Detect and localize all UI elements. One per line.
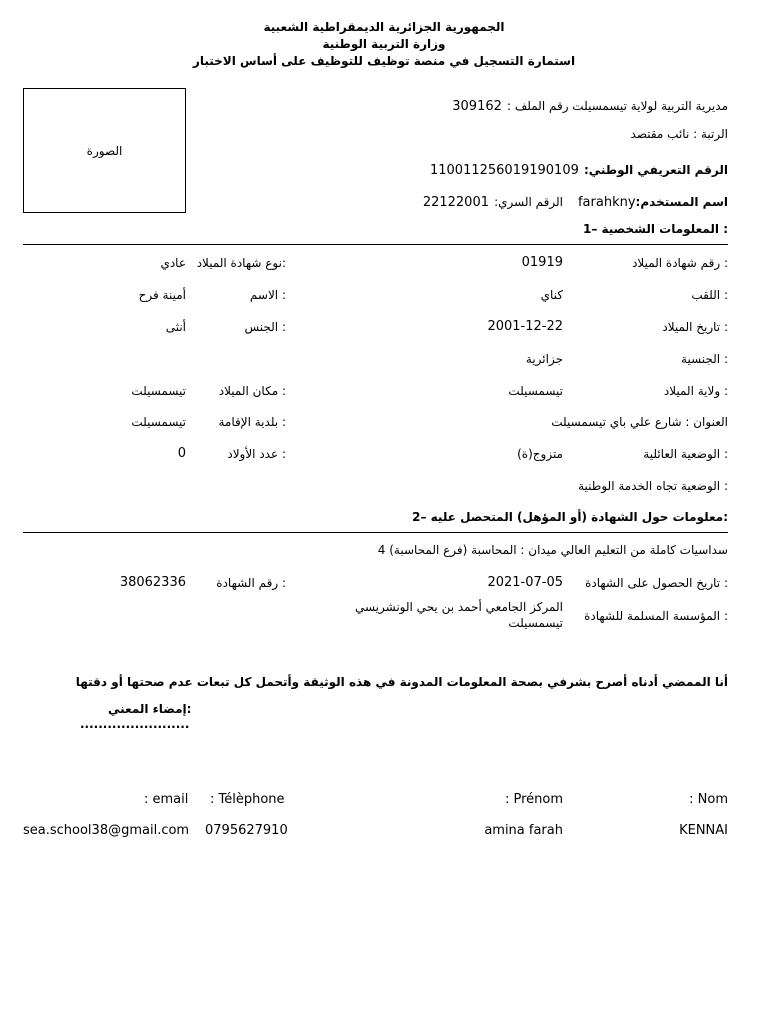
gender-label: الجنس : — [244, 320, 286, 334]
prenom-value: amina farah — [484, 823, 563, 838]
degree-number-label: رقم الشهادة : — [216, 576, 286, 590]
birth-wilaya-label: ولاية الميلاد : — [663, 384, 728, 398]
nationality-label: الجنسية : — [681, 352, 728, 366]
nin-line — [430, 159, 728, 178]
prenom-label: : Prénom — [504, 792, 563, 807]
birth-cert-type-value: عادي — [160, 256, 186, 270]
rank-label: الرتبة : — [693, 127, 728, 141]
file-number-line — [452, 95, 728, 114]
address-value: شارع علي باي تيسمسيلت — [551, 415, 682, 429]
marital-label: الوضعية العائلية : — [643, 447, 728, 461]
nom-value: KENNAI — [679, 823, 728, 838]
surname-label: اللقب : — [691, 288, 728, 302]
birth-cert-type-label: نوع شهادة الميلاد: — [196, 256, 286, 270]
email-label: : email — [144, 792, 189, 807]
birth-place-label: مكان الميلاد : — [218, 384, 286, 398]
password-value: 22122001 — [422, 195, 489, 210]
file-number: 309162 — [452, 99, 502, 114]
degree-date-value: 2021-07-05 — [487, 575, 563, 590]
degree-date-label: تاريخ الحصول على الشهادة : — [585, 576, 728, 590]
header-ministry: وزارة التربية الوطنية — [322, 37, 446, 51]
degree-number-value: 38062336 — [119, 575, 186, 590]
tel-value: 0795627910 — [205, 823, 288, 838]
header-republic: الجمهورية الجزائرية الديمقراطية الشعبية — [263, 20, 505, 34]
section2-divider — [23, 532, 728, 533]
password-label: الرقم السري: — [494, 195, 563, 209]
header-form-title: استمارة التسجيل في منصة توظيف للتوظيف على أساس الاختبار — [192, 54, 576, 68]
degree-description: 4 سداسيات كاملة من التعليم العالي ميدان : المحاسبة (فرع المحاسبة) — [377, 543, 728, 557]
nationality-value: جزائرية — [525, 352, 563, 366]
username-label: اسم المستخدم: — [635, 195, 728, 209]
email-value: sea.school38@gmail.com — [23, 823, 190, 838]
institution-line1: المركز الجامعي أحمد بن يحي الونشريسي — [354, 600, 563, 614]
rank-value: نائب مقتصد — [630, 127, 690, 141]
tel-label: : Télèphone — [210, 792, 285, 807]
signature-label: إمضاء المعني: — [108, 702, 192, 716]
section1-title: 1– المعلومات الشخصية : — [582, 222, 728, 236]
name-value: أمينة فرح — [138, 288, 186, 302]
military-label: الوضعية تجاه الخدمة الوطنية : — [578, 479, 728, 493]
institution-label: المؤسسة المسلمة للشهادة : — [584, 609, 728, 623]
name-label: الاسم : — [249, 288, 286, 302]
institution-line2: تيسمسيلت — [508, 616, 563, 630]
nin-label: الرقم التعريفي الوطني: — [583, 163, 728, 177]
dob-value: 2001-12-22 — [487, 319, 563, 334]
password-line — [423, 191, 563, 210]
residence-value: تيسمسيلت — [131, 415, 186, 429]
gender-value: أنثى — [165, 320, 186, 334]
birth-wilaya-value: تيسمسيلت — [508, 384, 563, 398]
username-line — [578, 191, 728, 210]
marital-value: متزوج(ة) — [517, 447, 563, 461]
address-line — [551, 415, 728, 429]
surname-value: كناي — [540, 288, 563, 302]
birth-cert-no-label: رقم شهادة الميلاد : — [632, 256, 728, 270]
photo-label: الصورة — [86, 144, 123, 158]
declaration-text: أنا الممضي أدناه أصرح بشرفي بصحة المعلومات المدونة في هذه الوثيقة وأتحمل كل تبعات عدم صحتها أو دقتها — [75, 675, 728, 689]
section1-divider — [23, 244, 728, 245]
nin-value: 110011256019190109 — [429, 163, 579, 178]
directorate-label: مديرية التربية لولاية تيسمسيلت رقم الملف : — [506, 99, 728, 113]
residence-label: بلدية الإقامة : — [218, 415, 286, 429]
rank-line — [631, 127, 728, 141]
birth-cert-no-value: 01919 — [521, 255, 563, 270]
photo-box — [23, 88, 186, 213]
section2-title: 2– معلومات حول الشهادة (أو المؤهل) المتحصل عليه: — [412, 510, 728, 524]
children-label: عدد الأولاد : — [227, 447, 286, 461]
dob-label: تاريخ الميلاد : — [662, 320, 728, 334]
children-value: 0 — [177, 446, 186, 461]
birth-place-value: تيسمسيلت — [131, 384, 186, 398]
nom-label: : Nom — [689, 792, 728, 807]
address-label: العنوان : — [685, 415, 728, 429]
username-value: farahkny — [577, 195, 636, 210]
signature-line: ........................ — [80, 717, 190, 731]
